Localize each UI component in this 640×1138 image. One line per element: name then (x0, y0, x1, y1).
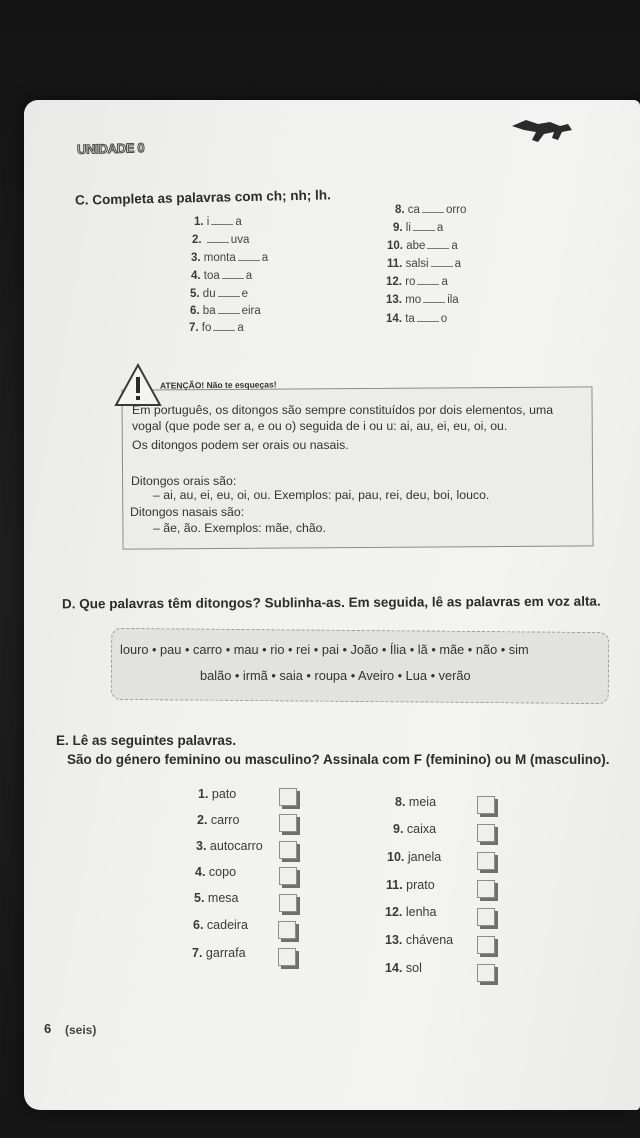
fill-item-6: 6. ba eira (190, 305, 261, 317)
fill-blank[interactable] (218, 296, 240, 297)
answer-box-13[interactable] (477, 936, 495, 954)
answer-box-1[interactable] (279, 788, 297, 806)
page-number: 6 (44, 1021, 52, 1036)
fill-blank[interactable] (207, 242, 229, 243)
section-e-subtitle: São do género feminino ou masculino? Assinala com F (feminino) ou M (masculino). (67, 752, 610, 767)
attention-line-7: – ãe, ão. Exemplos: mãe, chão. (153, 521, 326, 535)
fill-blank[interactable] (431, 266, 453, 267)
fill-item-4: 4. toa a (191, 270, 253, 282)
fill-item-12: 12. ro a (386, 276, 448, 288)
fill-item-11: 11. salsi a (387, 258, 461, 270)
attention-line-5: – ai, au, ei, eu, oi, ou. Exemplos: pai, pau, rei, deu, boi, louco. (153, 488, 490, 502)
fill-item-7: 7. fo a (189, 322, 244, 334)
answer-box-10[interactable] (477, 852, 495, 870)
fill-blank[interactable] (417, 321, 439, 322)
fill-item-1: 1. i a (194, 216, 242, 228)
gender-item-5: 5. mesa (194, 891, 239, 905)
answer-box-12[interactable] (477, 908, 495, 926)
fill-blank[interactable] (417, 284, 439, 285)
answer-box-9[interactable] (477, 824, 495, 842)
gender-item-3: 3. autocarro (196, 839, 263, 853)
gender-item-4: 4. copo (195, 865, 237, 879)
gender-item-14: 14. sol (385, 961, 422, 975)
answer-box-2[interactable] (279, 814, 297, 832)
fill-item-5: 5. du e (190, 288, 248, 300)
answer-box-11[interactable] (477, 880, 495, 898)
gender-item-6: 6. cadeira (193, 918, 248, 932)
gender-item-2: 2. carro (197, 813, 240, 827)
fill-blank[interactable] (427, 248, 449, 249)
answer-box-6[interactable] (278, 921, 296, 939)
fill-item-9: 9. li a (393, 222, 444, 234)
attention-line-6: Ditongos nasais são: (130, 505, 245, 519)
gender-item-9: 9. caixa (393, 822, 437, 836)
unit-label: UNIDADE 0 (76, 140, 145, 157)
fill-item-14: 14. ta o (386, 313, 448, 325)
gender-item-13: 13. chávena (385, 933, 454, 947)
fill-blank[interactable] (423, 302, 445, 303)
attention-line-3: Os ditongos podem ser orais ou nasais. (132, 438, 349, 452)
fill-item-3: 3. monta a (191, 252, 269, 264)
answer-box-4[interactable] (279, 867, 297, 885)
answer-box-14[interactable] (477, 964, 495, 982)
fill-item-10: 10. abe a (387, 240, 458, 252)
fill-item-8: 8. ca orro (395, 204, 467, 216)
fill-blank[interactable] (413, 230, 435, 231)
fill-blank[interactable] (422, 212, 444, 213)
fill-blank[interactable] (218, 313, 240, 314)
answer-box-8[interactable] (477, 796, 495, 814)
answer-box-5[interactable] (279, 894, 297, 912)
gender-item-8: 8. meia (395, 795, 437, 809)
attention-line-1: Em português, os ditongos são sempre constituídos por dois elementos, uma (132, 403, 554, 417)
section-e-title: E. Lê as seguintes palavras. (56, 733, 237, 748)
fill-blank[interactable] (213, 330, 235, 331)
gender-item-10: 10. janela (387, 850, 442, 864)
fill-blank[interactable] (222, 278, 244, 279)
fill-blank[interactable] (211, 224, 233, 225)
page-number-word: (seis) (65, 1023, 97, 1037)
attention-line-2: vogal (que pode ser a, e ou o) seguida de i ou u: ai, au, ei, eu, oi, ou. (132, 419, 508, 433)
section-d-title: D. Que palavras têm ditongos? Sublinha-as. Em seguida, lê as palavras em voz alta. (61, 593, 601, 612)
fill-item-13: 13. mo ila (386, 294, 459, 306)
word-list-box (111, 628, 610, 704)
section-c-title: C. Completa as palavras com ch; nh; lh. (74, 187, 331, 208)
gender-item-12: 12. lenha (385, 905, 437, 919)
fill-blank[interactable] (238, 260, 260, 261)
answer-box-3[interactable] (279, 841, 297, 859)
gender-item-1: 1. pato (198, 787, 237, 801)
fill-item-2: 2. uva (192, 234, 250, 246)
attention-label: ATENÇÃO! Não te esqueças! (159, 379, 277, 391)
word-list-line-1: louro • pau • carro • mau • rio • rei • pai • João • Ília • lã • mãe • não • sim (120, 642, 529, 657)
word-list-line-2: balão • irmã • saia • roupa • Aveiro • Lua • verão (200, 668, 471, 683)
gender-item-11: 11. prato (386, 878, 435, 892)
answer-box-7[interactable] (278, 948, 296, 966)
gender-item-7: 7. garrafa (192, 946, 246, 960)
attention-line-4: Ditongos orais são: (131, 474, 237, 488)
runner-icon (508, 112, 576, 148)
